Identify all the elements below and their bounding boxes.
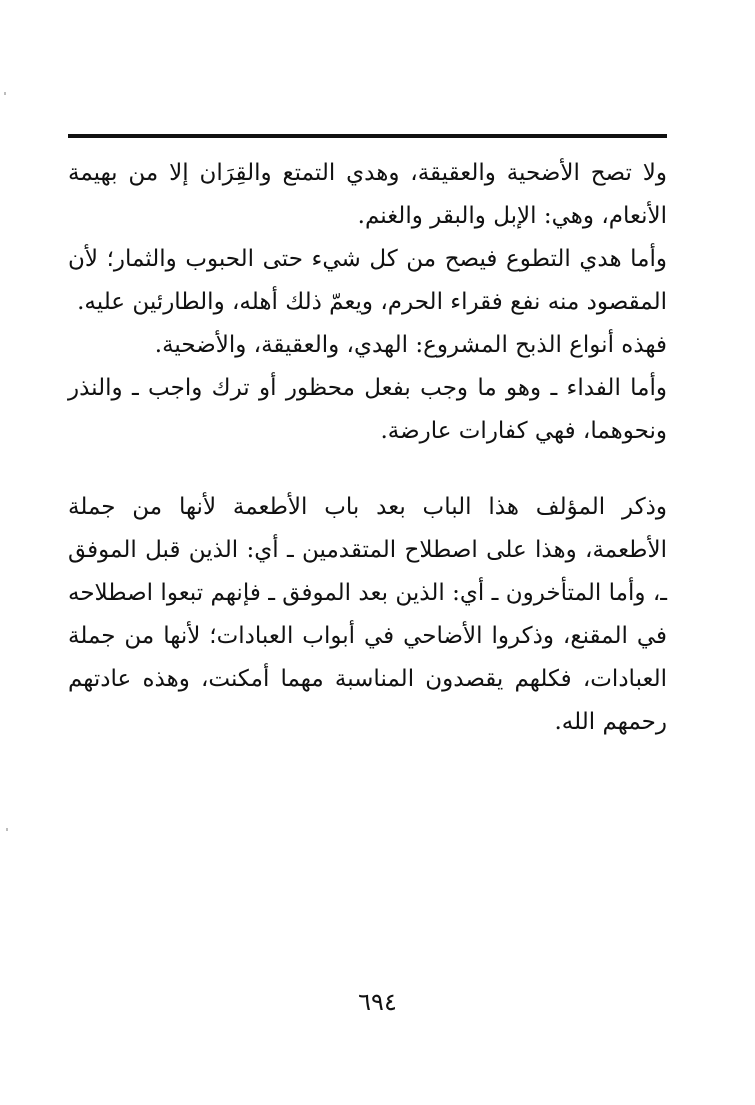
paragraph-permitted-animals: ولا تصح الأضحية والعقيقة، وهدي التمتع والقِرَان إلا من بهيمة الأنعام، وهي: الإبل والبقر والغنم. xyxy=(68,160,667,229)
paragraph-ransom-vow: وأما الفداء ـ وهو ما وجب بفعل محظور أو ترك واجب ـ والنذر ونحوهما، فهي كفارات عارضة. xyxy=(68,375,667,444)
paragraph-voluntary-offering: وأما هدي التطوع فيصح من كل شيء حتى الحبوب والثمار؛ لأن المقصود منه نفع فقراء الحرم، ويعمّ ذلك أهله، والطارئين عليه. xyxy=(68,246,667,315)
paragraph-slaughter-types: فهذه أنواع الذبح المشروع: الهدي، والعقيقة، والأضحية. xyxy=(154,332,667,358)
text-block-continuation xyxy=(68,152,667,453)
scan-speck xyxy=(4,92,6,95)
text-block-author-note xyxy=(68,486,667,744)
scan-speck xyxy=(6,828,8,831)
header-rule xyxy=(68,134,667,138)
paragraph-author-ordering: وذكر المؤلف هذا الباب بعد باب الأطعمة لأنها من جملة الأطعمة، وهذا على اصطلاح المتقدمين ـ أي: الذين قبل الموفق ـ، وأما المتأخرون ـ أي: الذين بعد الموفق ـ فإنهم تبعوا اصطلاحه في المقنع، وذكروا الأضاحي في أبواب العبادات؛ لأنها من جملة العبادات، فكلهم يقصدون المناسبة مهما أمكنت، وهذه عادتهم رحمهم الله. xyxy=(68,494,667,735)
page-number: ٦٩٤ xyxy=(358,988,397,1016)
